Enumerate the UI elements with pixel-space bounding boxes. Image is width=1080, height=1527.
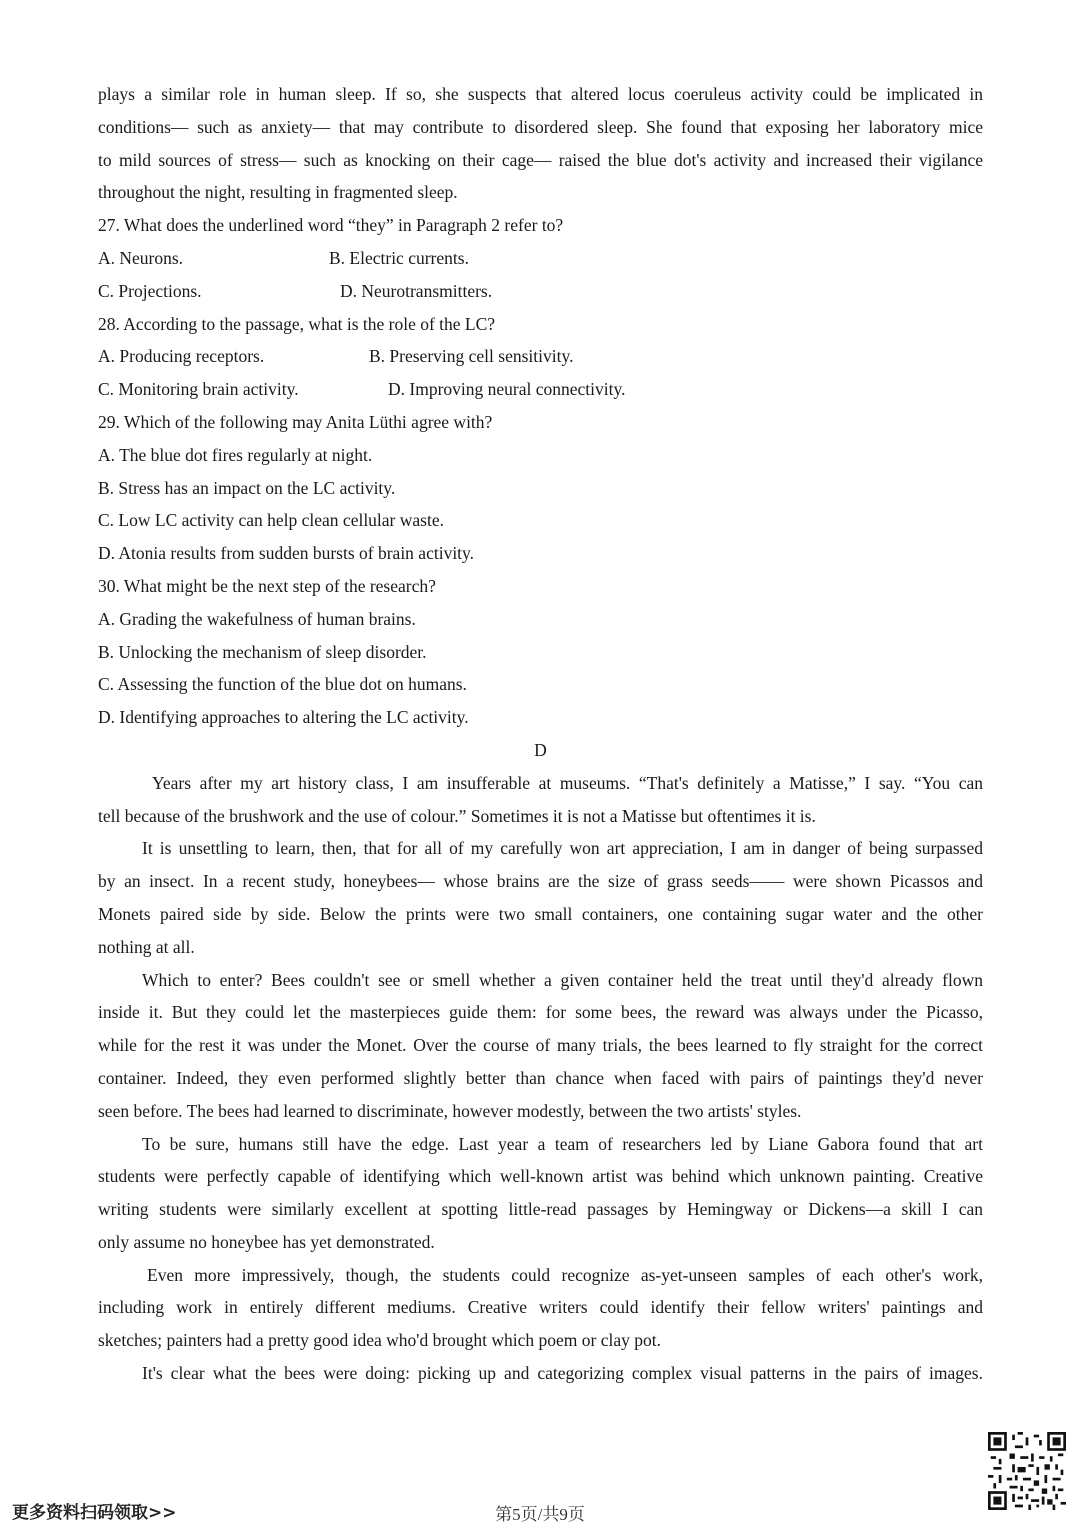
question-28 (98, 308, 983, 406)
question-27 (98, 209, 983, 307)
text-line: throughout the night, resulting in fragmented sleep. (98, 182, 458, 203)
options-row (98, 242, 983, 275)
option-c: C. Assessing the function of the blue dot on humans. (98, 674, 467, 695)
text-line: Years after my art history class, I am insufferable at museums. “That's definitely a Matisse,” I say. “You can (152, 772, 983, 793)
paragraph-6 (98, 1357, 983, 1390)
text-line: container. Indeed, they even performed slightly better than chance when faced with pairs of paintings they'd never (98, 1067, 983, 1088)
text-line: To be sure, humans still have the edge. Last year a team of researchers led by Liane Gabora found that art (142, 1133, 983, 1154)
text-line: It is unsettling to learn, then, that for all of my carefully won art appreciation, I am in danger of being surpassed (142, 838, 983, 859)
option-d: D. Neurotransmitters. (340, 280, 493, 301)
page-number: 第5页/共9页 (495, 1505, 585, 1524)
text-line: tell because of the brushwork and the use of colour.” Sometimes it is not a Matisse but oftentimes it is. (98, 805, 816, 826)
text-line: Which to enter? Bees couldn't see or smell whether a given container held the treat until they'd already flown (142, 969, 983, 990)
text-line: students were perfectly capable of identifying which well-known artist was behind which unknown painting. Creative (98, 1166, 983, 1187)
text-line: by an insect. In a recent study, honeybees— whose brains are the size of grass seeds—— were shown Picassos and (98, 871, 983, 892)
options-row (98, 275, 983, 308)
question-stem: 30. What might be the next step of the research? (98, 575, 436, 596)
option-c: C. Projections. (98, 280, 202, 301)
text-line: while for the rest it was under the Monet. Over the course of many trials, the bees learned to fly straight for the correct (98, 1035, 983, 1056)
option-b: B. Preserving cell sensitivity. (369, 346, 574, 367)
question-stem: 27. What does the underlined word “they” in Paragraph 2 refer to? (98, 215, 564, 236)
option-a: A. Neurons. (98, 247, 184, 268)
text-line: to mild sources of stress— such as knocking on their cage— raised the blue dot's activity and increased their vigilance (98, 149, 983, 170)
text-line: seen before. The bees had learned to discriminate, however modestly, between the two artists' styles. (98, 1100, 802, 1121)
options-row (98, 340, 983, 373)
question-30 (98, 570, 983, 734)
text-line: plays a similar role in human sleep. If so, she suspects that altered locus coeruleus activity could be implicated in (98, 84, 983, 104)
option-b: B. Stress has an impact on the LC activity. (98, 477, 396, 498)
question-stem: 29. Which of the following may Anita Lüthi agree with? (98, 411, 493, 432)
qr-code-icon[interactable] (988, 1432, 1066, 1510)
footer-promo-link[interactable]: 更多资料扫码领取>> (12, 1503, 177, 1523)
option-c: C. Monitoring brain activity. (98, 379, 299, 400)
option-a: A. Grading the wakefulness of human brains. (98, 608, 416, 629)
option-c: C. Low LC activity can help clean cellular waste. (98, 510, 444, 531)
paragraph-1 (98, 767, 983, 833)
text-line: only assume no honeybee has yet demonstrated. (98, 1231, 435, 1252)
options-row (98, 373, 983, 406)
passage-c-tail (98, 78, 983, 209)
text-line: inside it. But they could let the masterpieces guide them: for some bees, the reward was always under the Picasso, (98, 1002, 983, 1023)
question-stem: 28. According to the passage, what is the role of the LC? (98, 313, 496, 334)
option-b: B. Electric currents. (329, 247, 469, 268)
text-line: sketches; painters had a pretty good idea who'd brought which poem or clay pot. (98, 1330, 662, 1351)
text-line: writing students were similarly excellent at spotting little-read passages by Hemingway or Dickens—a skill I can (98, 1199, 983, 1220)
text-line: Even more impressively, though, the students could recognize as-yet-unseen samples of each other's work, (147, 1264, 983, 1285)
option-d: D. Identifying approaches to altering the LC activity. (98, 707, 469, 728)
option-d: D. Atonia results from sudden bursts of brain activity. (98, 543, 475, 564)
question-29 (98, 406, 983, 570)
option-d: D. Improving neural connectivity. (388, 379, 626, 400)
paragraph-3 (98, 964, 983, 1128)
section-heading: D (534, 739, 547, 760)
text-line: Monets paired side by side. Below the prints were two small containers, one containing sugar water and the other (98, 903, 983, 924)
text-line: including work in entirely different mediums. Creative writers could identify their fellow writers' paintings and (98, 1297, 983, 1318)
option-a: A. Producing receptors. (98, 346, 265, 367)
text-line: conditions— such as anxiety— that may contribute to disordered sleep. She found that exposing her laboratory mice (98, 116, 983, 137)
paragraph-2 (98, 832, 983, 963)
paragraph-4 (98, 1128, 983, 1259)
exam-page (98, 78, 983, 1390)
text-line: It's clear what the bees were doing: picking up and categorizing complex visual patterns in the pairs of images. (142, 1363, 983, 1384)
text-line: nothing at all. (98, 936, 195, 957)
option-b: B. Unlocking the mechanism of sleep disorder. (98, 641, 427, 662)
option-a: A. The blue dot fires regularly at night. (98, 444, 373, 465)
paragraph-5 (98, 1259, 983, 1357)
